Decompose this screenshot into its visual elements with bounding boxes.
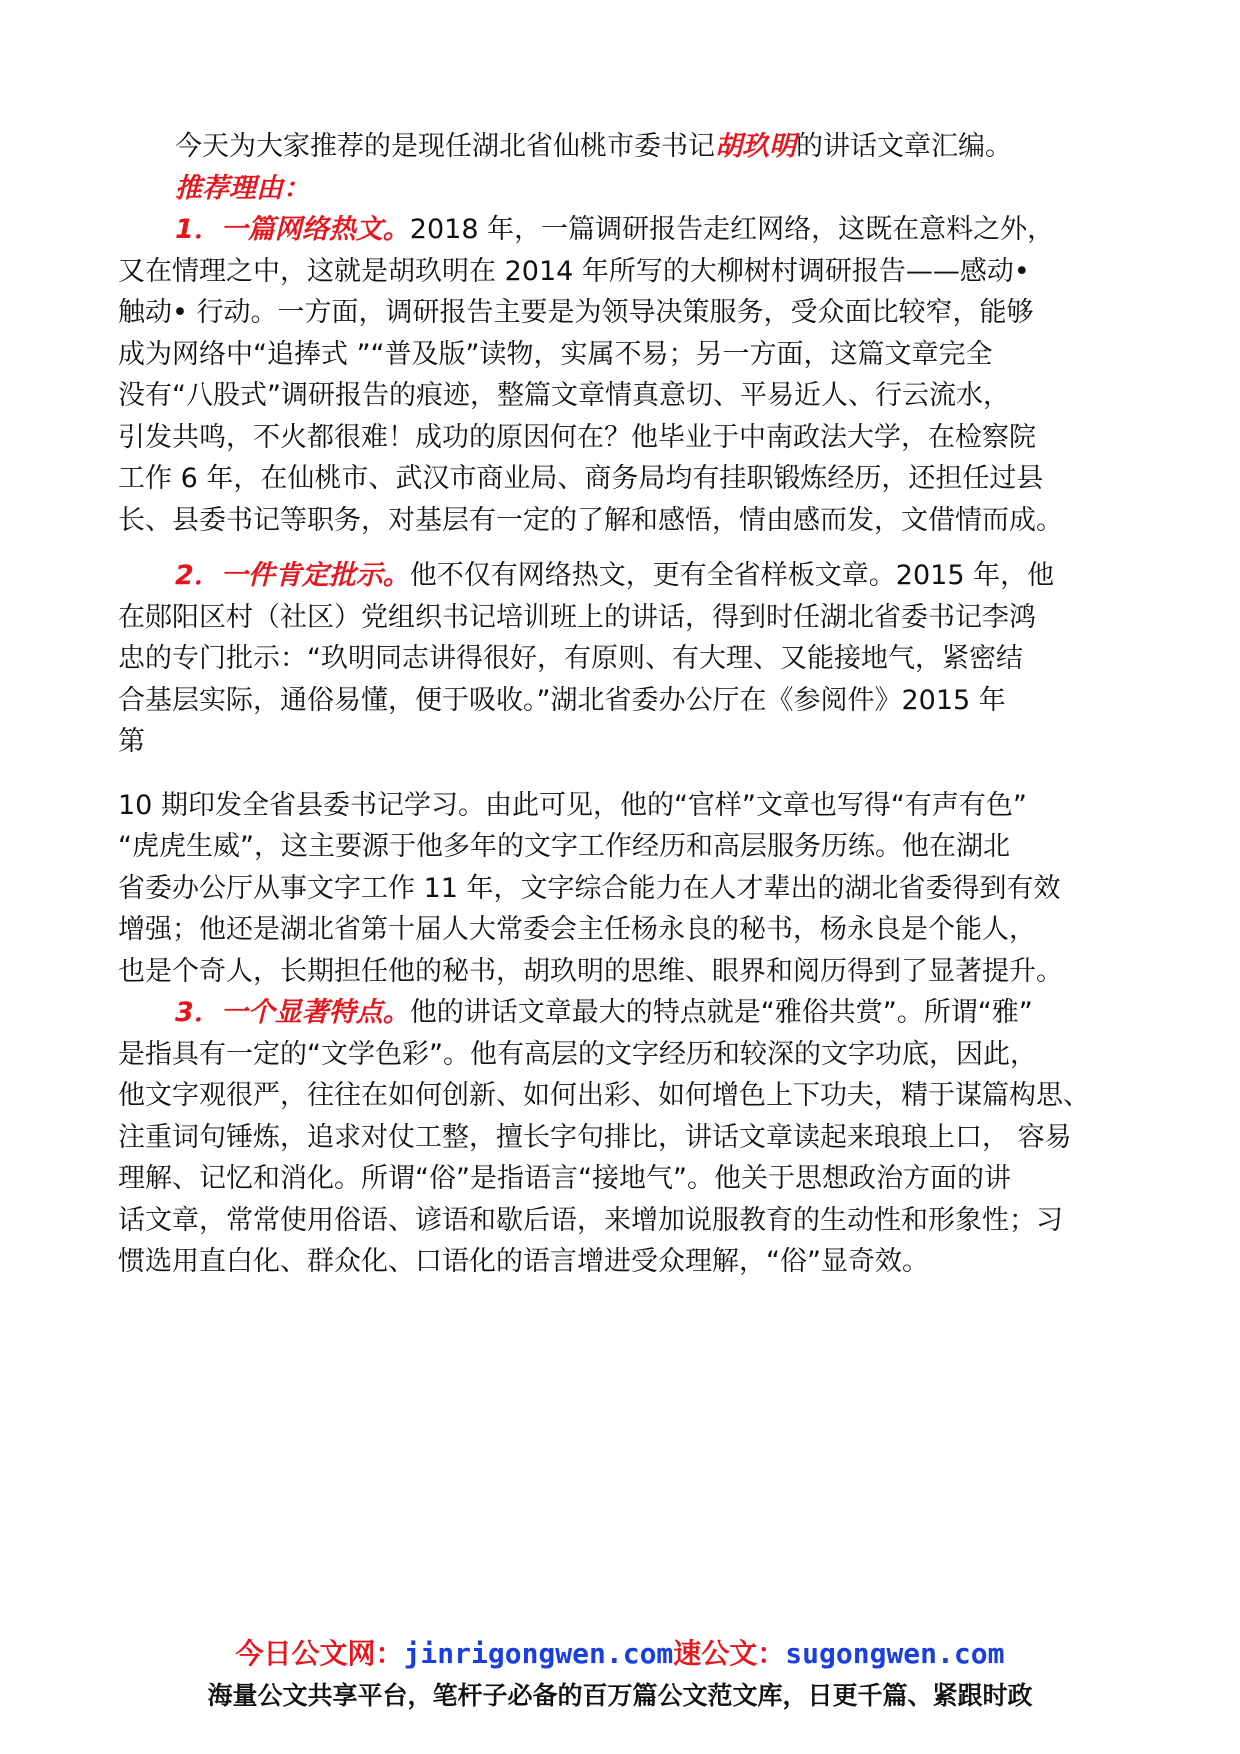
paragraph-line: 忠的专门批示：“玖明同志讲得很好，有原则、有大理、又能接地气，紧密结 [118,643,1023,674]
paragraph-line: “虎虎生威”，这主要源于他多年的文字工作经历和高层服务历练。他在湖北 [118,831,1010,862]
paragraph-line: 10 期印发全省县委书记学习。由此可见，他的“官样”文章也写得“有声有色” [118,789,1027,821]
intro-paragraph [118,126,1128,168]
paragraph-line: 合基层实际，通俗易懂，便于吸收。”湖北省委办公厅在《参阅件》2015 年 [118,684,1006,716]
paragraph-line: 引发共鸣，不火都很难！成功的原因何在？他毕业于中南政法大学，在检察院 [118,421,1036,453]
paragraph-line: 惯选用直白化、群众化、口语化的语言增进受众理解，“俗”显奇效。 [118,1246,929,1277]
paragraph-line: 他文字观很严，往往在如何创新、如何出彩、如何增色上下功夫，精于谋篇构思、 [118,1080,1090,1111]
paragraph-line: 也是个奇人，长期担任他的秘书，胡玖明的思维、眼界和阅历得到了显著提升。 [118,955,1063,987]
section2-title: 2．一件肯定批示。 [175,560,410,591]
paragraph-line: 他的讲话文章最大的特点就是“雅俗共赏”。所谓“雅” [409,997,1033,1028]
site2-link[interactable]: sugongwen.com [785,1637,1005,1670]
paragraph-line: 又在情理之中，这就是胡玖明在 2014 年所写的大柳树村调研报告——感动• [118,255,1030,287]
paragraph-line: 在郧阳区村（社区）党组织书记培训班上的讲话，得到时任湖北省委书记李鸿 [118,601,1036,633]
site2-label: 速公文： [673,1637,786,1670]
document-body [118,126,1128,1283]
footer-tagline: 海量公文共享平台，笔杆子必备的百万篇公文范文库，日更千篇、紧跟时政 [207,1681,1033,1710]
highlighted-name: 胡玖明 [715,131,796,162]
section2-first-line [118,555,1128,597]
intro-text-end: 的讲话文章汇编。 [796,131,1012,162]
paragraph-line: 是指具有一定的“文学色彩”。他有高层的文字经历和较深的文字功底，因此， [118,1038,1037,1070]
section1-first-line [118,209,1128,251]
paragraph-line: 没有“八股式”调研报告的痕迹，整篇文章情真意切、平易近人、行云流水， [118,380,1010,411]
paragraph-line: 他不仅有网络热文，更有全省样板文章。2015 年，他 [409,560,1055,591]
section1-title: 1．一篇网络热文。 [175,214,410,245]
paragraph-line: 省委办公厅从事文字工作 11 年，文字综合能力在人才辈出的湖北省委得到有效 [118,872,1061,904]
reasons-heading: 推荐理由： [175,172,310,204]
intro-text: 今天为大家推荐的是现任湖北省仙桃市委书记 [175,131,715,162]
paragraph-line: 触动• 行动。一方面，调研报告主要是为领导决策服务，受众面比较窄，能够 [118,297,1034,328]
footer-links [0,1636,1240,1672]
paragraph-line: 增强；他还是湖北省第十届人大常委会主任杨永良的秘书，杨永良是个能人， [118,914,1036,945]
site1-label: 今日公文网： [235,1637,404,1670]
paragraph-line: 成为网络中“追捧式 ”“普及版”读物，实属不易；另一方面，这篇文章完全 [118,338,993,370]
paragraph-line: 理解、记忆和消化。所谓“俗”是指语言“接地气”。他关于思想政治方面的讲 [118,1163,1011,1194]
section3-title: 3．一个显著特点。 [175,997,410,1028]
paragraph-line: 长、县委书记等职务，对基层有一定的了解和感悟，情由感而发，文借情而成。 [118,504,1063,536]
section3-first-line [118,992,1128,1034]
paragraph-line: 2018 年，一篇调研报告走红网络，这既在意料之外， [409,214,1055,245]
paragraph-line: 工作 6 年，在仙桃市、武汉市商业局、商务局均有挂职锻炼经历，还担任过县 [118,463,1044,494]
paragraph-line: 第 [118,726,145,757]
paragraph-line: 注重词句锤炼，追求对仗工整，擅长字句排比，讲话文章读起来琅琅上口， 容易 [118,1121,1072,1153]
paragraph-line: 话文章，常常使用俗语、谚语和歇后语，来增加说服教育的生动性和形象性；习 [118,1204,1063,1236]
site1-link[interactable]: jinrigongwen.com [403,1637,674,1670]
